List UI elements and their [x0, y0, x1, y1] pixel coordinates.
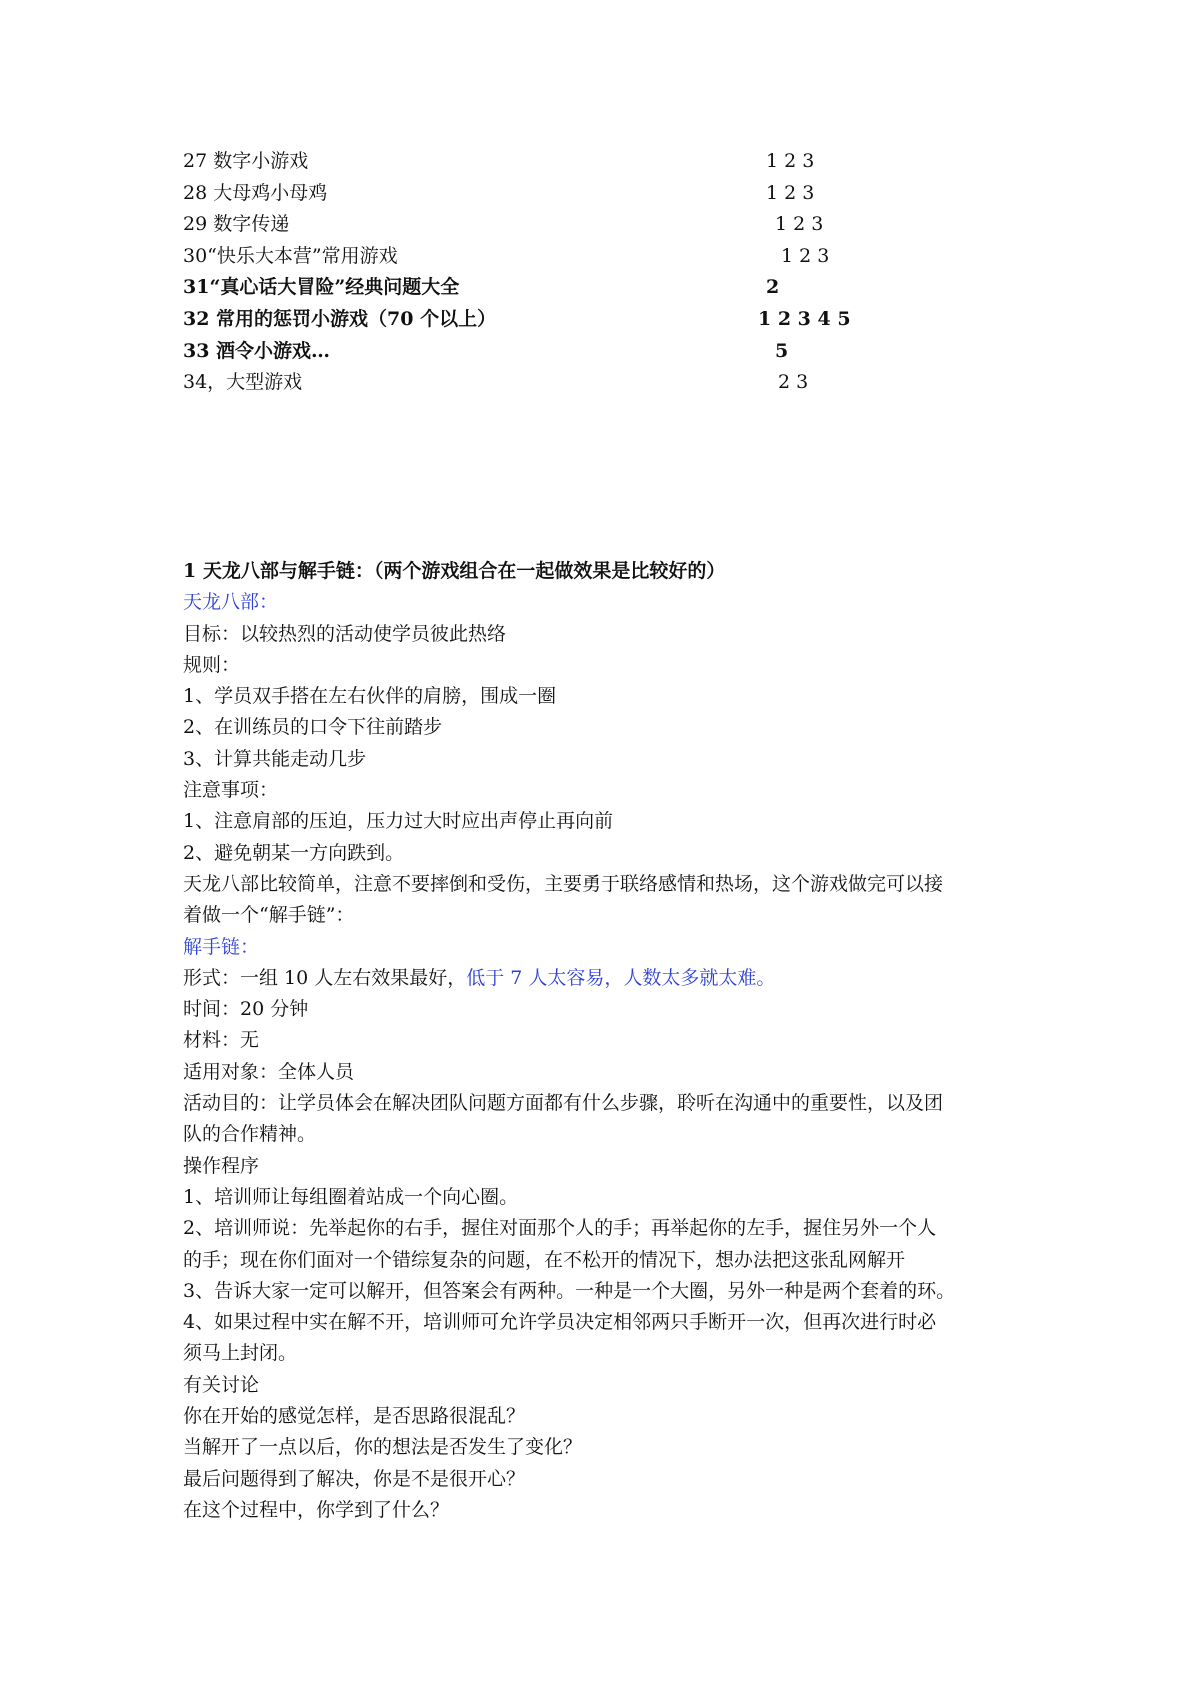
toc-entry-parts: 2 [766, 276, 780, 299]
text-segment: 4、如果过程中实在解不开，培训师可允许学员决定相邻两只手断开一次，但再次进行时必 [183, 1311, 937, 1334]
text-line [183, 587, 1023, 618]
highlighted-text: 天龙八部： [183, 591, 279, 614]
text-segment: 操作程序 [183, 1154, 260, 1177]
text-segment: 最后问题得到了解决，你是不是很开心？ [183, 1467, 526, 1490]
toc-entry [183, 272, 883, 304]
text-segment: 3、计算共能走动几步 [183, 747, 367, 770]
text-segment: 2、在训练员的口令下往前踏步 [183, 716, 443, 739]
text-line [183, 1432, 1023, 1463]
toc-entry-title: 34，大型游戏 [183, 371, 303, 394]
text-segment: 形式：一组 10 人左右效果最好， [183, 966, 467, 989]
text-line [183, 712, 1023, 743]
text-segment: 有关讨论 [183, 1373, 260, 1396]
text-segment: 适用对象：全体人员 [183, 1060, 355, 1083]
text-line [183, 1338, 1023, 1369]
text-segment: 1、学员双手搭在左右伙伴的肩膀，围成一圈 [183, 685, 557, 708]
text-line [183, 1276, 1023, 1307]
text-line [183, 775, 1023, 806]
section-body [183, 587, 1023, 1526]
toc-entry-title: 30“快乐大本营”常用游戏 [183, 244, 398, 267]
text-line [183, 994, 1023, 1025]
highlighted-text: 解手链： [183, 935, 260, 958]
text-line [183, 650, 1023, 681]
text-line [183, 838, 1023, 869]
text-segment: 目标：以较热烈的活动使学员彼此热络 [183, 622, 507, 645]
text-line [183, 619, 1023, 650]
text-segment: 3、告诉大家一定可以解开，但答案会有两种。一种是一个大圈，另外一种是两个套着的环。 [183, 1279, 956, 1302]
text-line [183, 1370, 1023, 1401]
toc-entry-parts: 1 2 3 4 5 [758, 307, 851, 330]
highlighted-text: 低于 7 人太容易，人数太多就太难。 [466, 966, 776, 989]
game-section [183, 556, 1023, 1526]
toc-entry-title: 28 大母鸡小母鸡 [183, 181, 328, 204]
toc-entry [183, 241, 883, 273]
section-heading: 1 天龙八部与解手链：（两个游戏组合在一起做效果是比较好的） [183, 560, 726, 582]
text-segment: 材料：无 [183, 1029, 260, 1052]
text-segment: 当解开了一点以后，你的想法是否发生了变化？ [183, 1436, 583, 1459]
text-line [183, 1057, 1023, 1088]
toc-entry [183, 178, 883, 210]
text-line [183, 1401, 1023, 1432]
text-segment: 1、培训师让每组圈着站成一个向心圈。 [183, 1185, 519, 1208]
text-segment: 在这个过程中，你学到了什么？ [183, 1498, 450, 1521]
text-line [183, 744, 1023, 775]
toc-entry-parts: 1 2 3 [775, 213, 824, 236]
toc-entry-parts: 1 2 3 [781, 244, 830, 267]
text-line [183, 1182, 1023, 1213]
text-segment: 队的合作精神。 [183, 1123, 317, 1146]
toc-entry [183, 146, 883, 178]
text-line [183, 806, 1023, 837]
text-line [183, 681, 1023, 712]
text-segment: 2、培训师说：先举起你的右手，握住对面那个人的手；再举起你的左手，握住另外一个人 [183, 1217, 937, 1240]
toc-entry [183, 367, 883, 399]
text-line [183, 1495, 1023, 1526]
text-line [183, 1151, 1023, 1182]
toc-entry-title: 31“真心话大冒险”经典问题大全 [183, 276, 460, 299]
toc-entry-parts: 2 3 [778, 371, 809, 394]
text-segment: 2、避免朝某一方向跌到。 [183, 841, 405, 864]
toc-entry-title: 29 数字传递 [183, 213, 290, 236]
text-segment: 着做一个“解手链”： [183, 904, 355, 927]
text-segment: 天龙八部比较简单，注意不要摔倒和受伤，主要勇于联络感情和热场，这个游戏做完可以接 [183, 872, 944, 895]
toc-entry-parts: 1 2 3 [766, 150, 815, 172]
text-line [183, 1307, 1023, 1338]
text-segment: 你在开始的感觉怎样，是否思路很混乱？ [183, 1405, 526, 1428]
text-segment: 1、注意肩部的压迫，压力过大时应出声停止再向前 [183, 810, 614, 833]
text-segment: 的手；现在你们面对一个错综复杂的问题，在不松开的情况下，想办法把这张乱网解开 [183, 1248, 906, 1271]
text-line [183, 900, 1023, 931]
toc-entry-title: 27 数字小游戏 [183, 150, 309, 172]
toc-entry [183, 209, 883, 241]
toc-entry-parts: 5 [775, 339, 789, 362]
toc-entry [183, 304, 883, 336]
text-segment: 须马上封闭。 [183, 1342, 298, 1365]
toc-entry-title: 32 常用的惩罚小游戏（70 个以上） [183, 307, 497, 330]
toc-entry [183, 336, 883, 368]
text-line [183, 869, 1023, 900]
text-line [183, 932, 1023, 963]
table-of-contents [183, 146, 883, 399]
text-line [183, 1119, 1023, 1150]
text-line [183, 1088, 1023, 1119]
toc-entry-parts: 1 2 3 [766, 181, 815, 204]
toc-entry-title: 33 酒令小游戏… [183, 339, 331, 362]
text-segment: 活动目的：让学员体会在解决团队问题方面都有什么步骤，聆听在沟通中的重要性，以及团 [183, 1092, 944, 1115]
text-segment: 注意事项： [183, 779, 279, 802]
text-line [183, 1025, 1023, 1056]
text-line [183, 963, 1023, 994]
text-segment: 规则： [183, 653, 241, 676]
text-line [183, 1245, 1023, 1276]
text-line [183, 1213, 1023, 1244]
text-segment: 时间：20 分钟 [183, 998, 309, 1021]
text-line [183, 1464, 1023, 1495]
